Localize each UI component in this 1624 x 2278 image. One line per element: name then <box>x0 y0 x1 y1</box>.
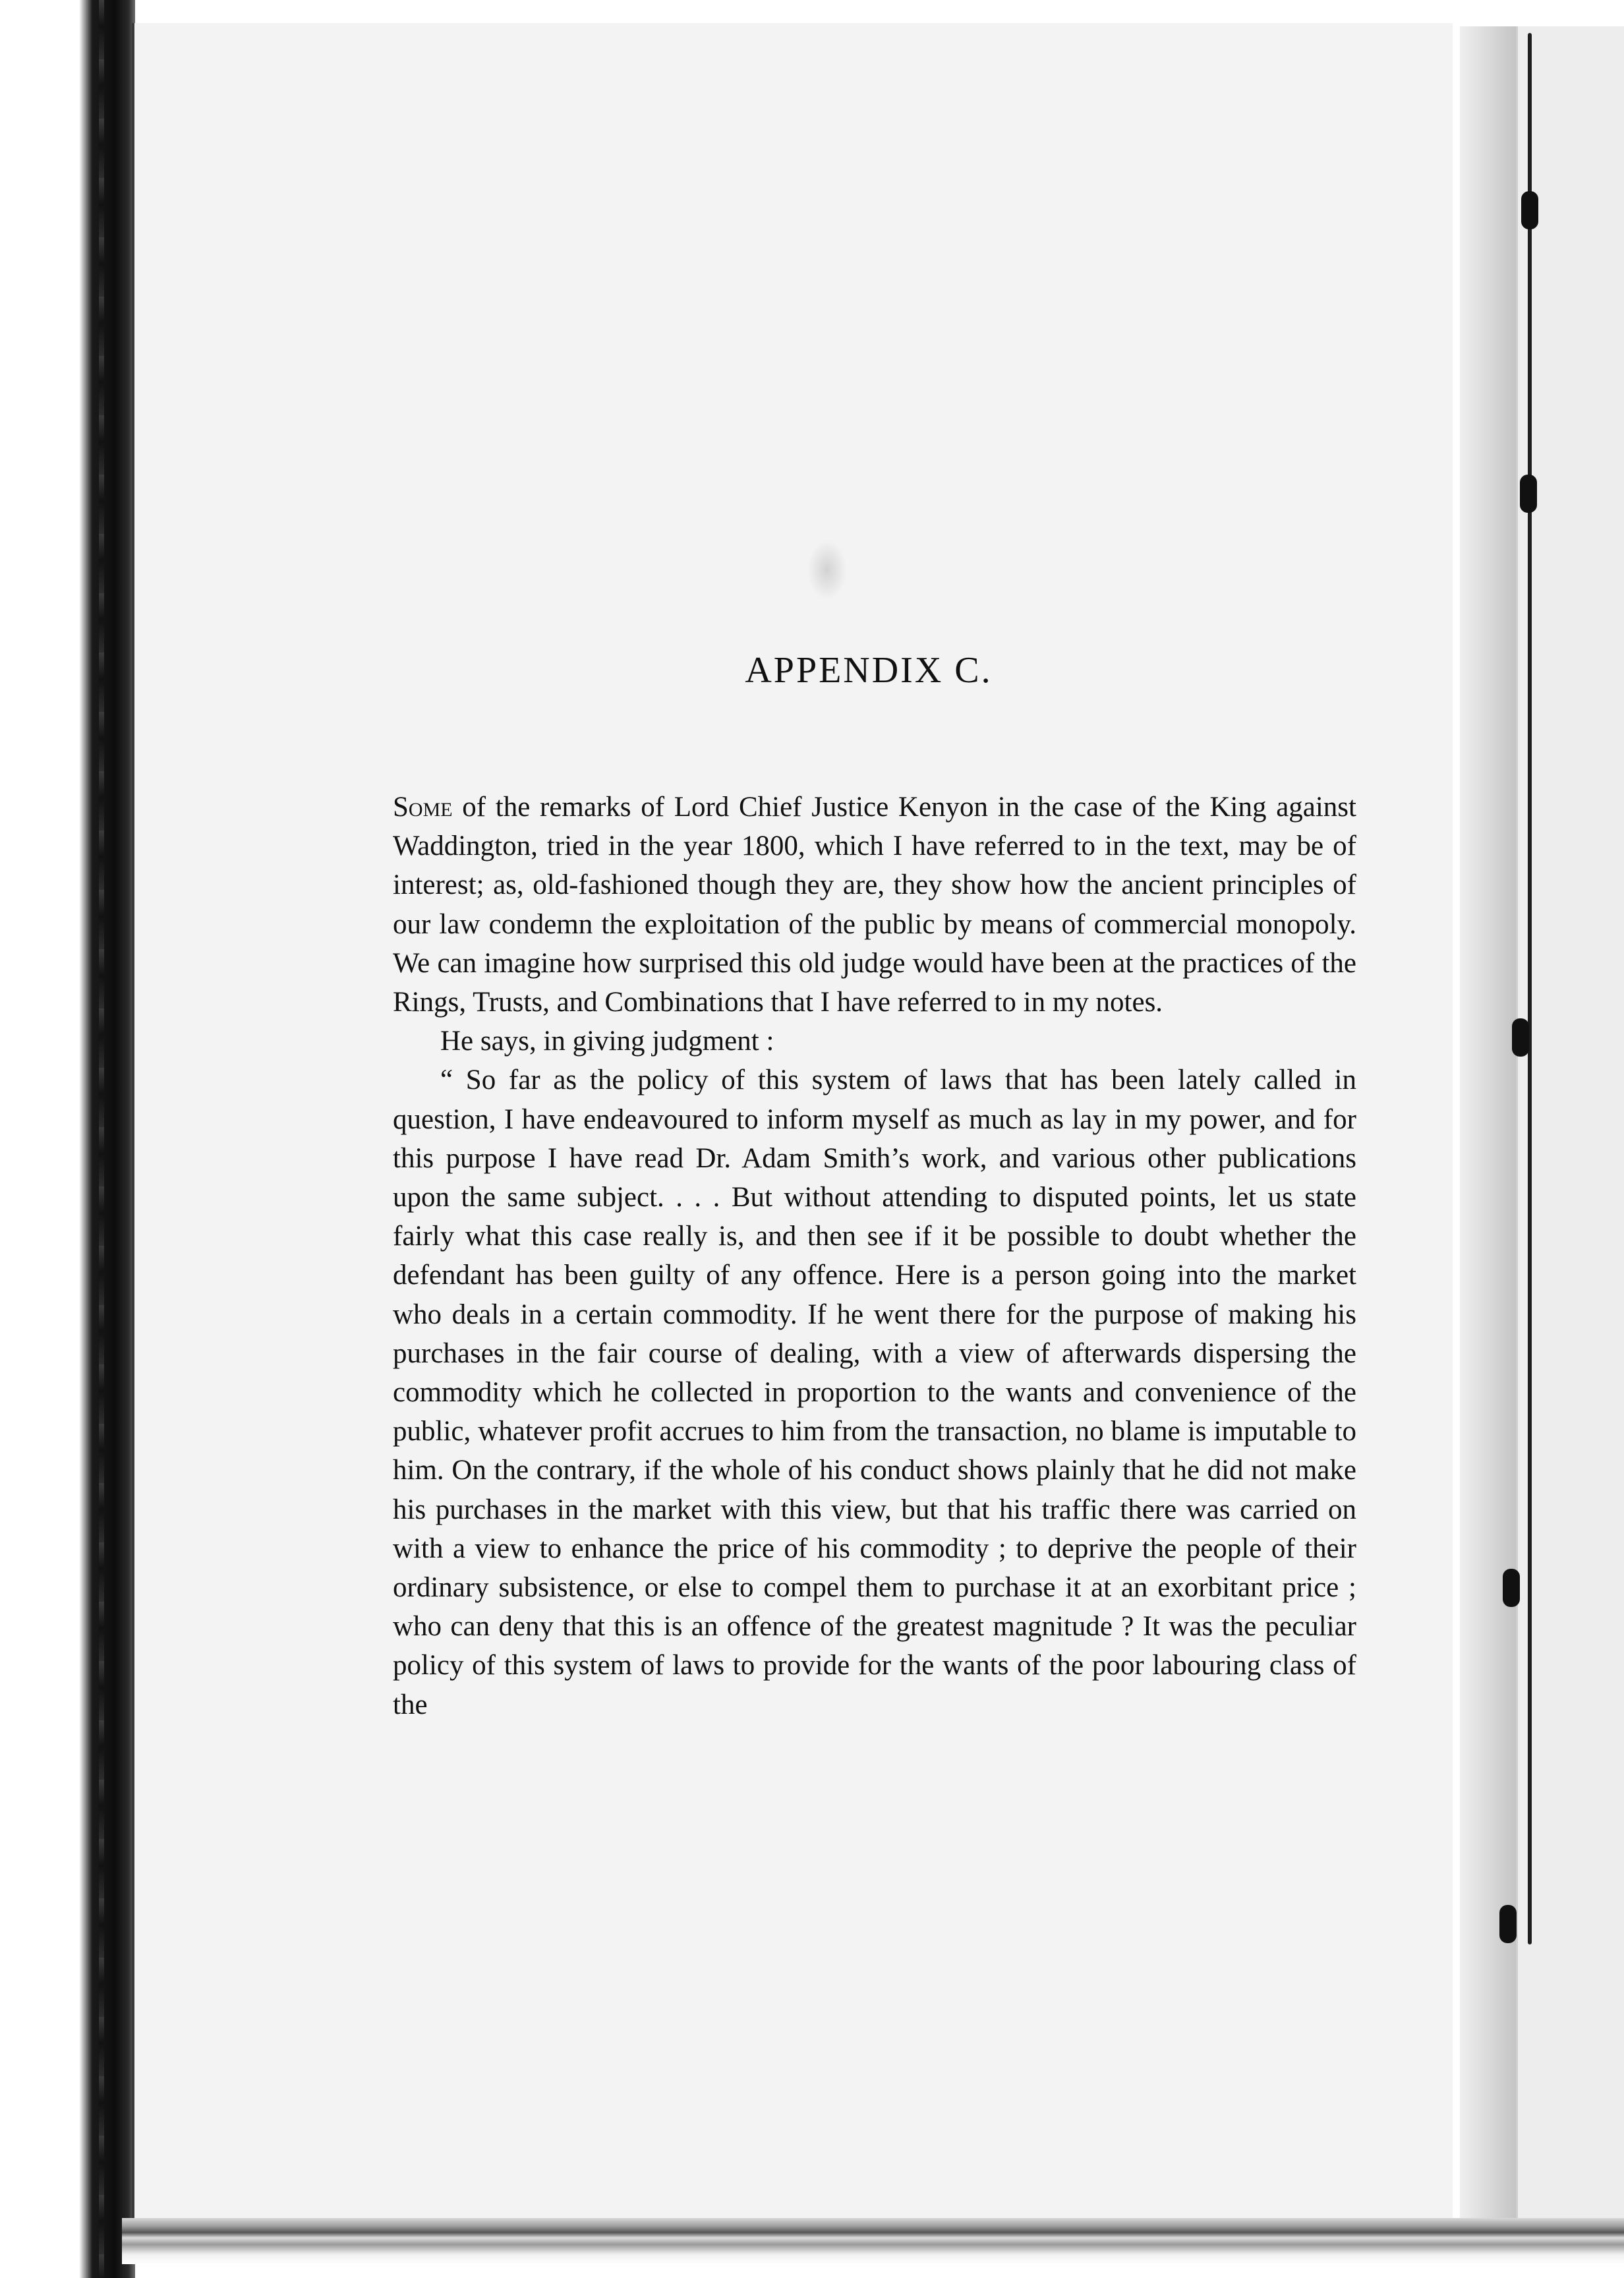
paragraph-3: “ So far as the policy of this system of laws that has been lately called in question, I have endeavoured to inform myself as much as lay in my power, and for this purpose I have read Dr. Adam Smith’s work, and various other publications upon the same subject. . . . But without attending to disputed points, let us state fairly what this case really is, and then see if it be possible to doubt whether the defendant has been guilty of any offence. Here is a person going into the market who deals in a certain commodity. If he went there for the purpose of making his purchases in the fair course of dealing, with a view of afterwards dispersing the commodity which he collected in proportion to the wants and convenience of the public, whatever profit accrues to him from the transaction, no blame is imputable to him. On the contrary, if the whole of his conduct shows plainly that he did not make his purchases in the market with this view, but that his traffic there was carried on with a view to enhance the price of his commodity ; to deprive the people of their ordinary subsistence, or else to compel them to purchase it at an exorbitant price ; who can deny that this is an offence of the greatest magnitude ? It was the peculiar policy of this system of laws to provide for the wants of the poor labouring class of the <box>393 1065 1356 1720</box>
page-bottom-edge <box>122 2218 1624 2264</box>
binding-stitch <box>1503 1569 1520 1607</box>
appendix-heading: APPENDIX C. <box>745 650 993 691</box>
body-text <box>393 788 1356 1724</box>
book-spine <box>0 0 135 2278</box>
binding-stitch <box>1521 191 1538 229</box>
binding-stitch <box>1499 1905 1517 1943</box>
paragraph-1-body: of the remarks of Lord Chief Justice Kenyon in the case of the King against Waddington, tried in the year 1800, which I have referred to in the text, may be of interest; as, old-fashioned though they are, they show how the ancient principles of our law condemn the exploitation of the public by means of commercial monopoly. We can imagine how surprised this old judge would have been at the practices of the Rings, Trusts, and Combinations that I have referred to in my notes. <box>393 792 1356 1018</box>
page-gutter-shadow <box>1460 26 1516 2221</box>
next-page-edge <box>1516 26 1624 2221</box>
paper-smudge <box>807 540 847 600</box>
binding-stitch <box>1520 475 1537 513</box>
spine-streak <box>99 0 104 2278</box>
paragraph-1-lead: Some <box>393 792 453 823</box>
paragraph-1 <box>393 788 1356 1022</box>
binding-stitch <box>1512 1018 1529 1057</box>
binding-thread <box>1528 33 1532 1944</box>
paragraph-2: He says, in giving judgment : <box>440 1026 774 1057</box>
